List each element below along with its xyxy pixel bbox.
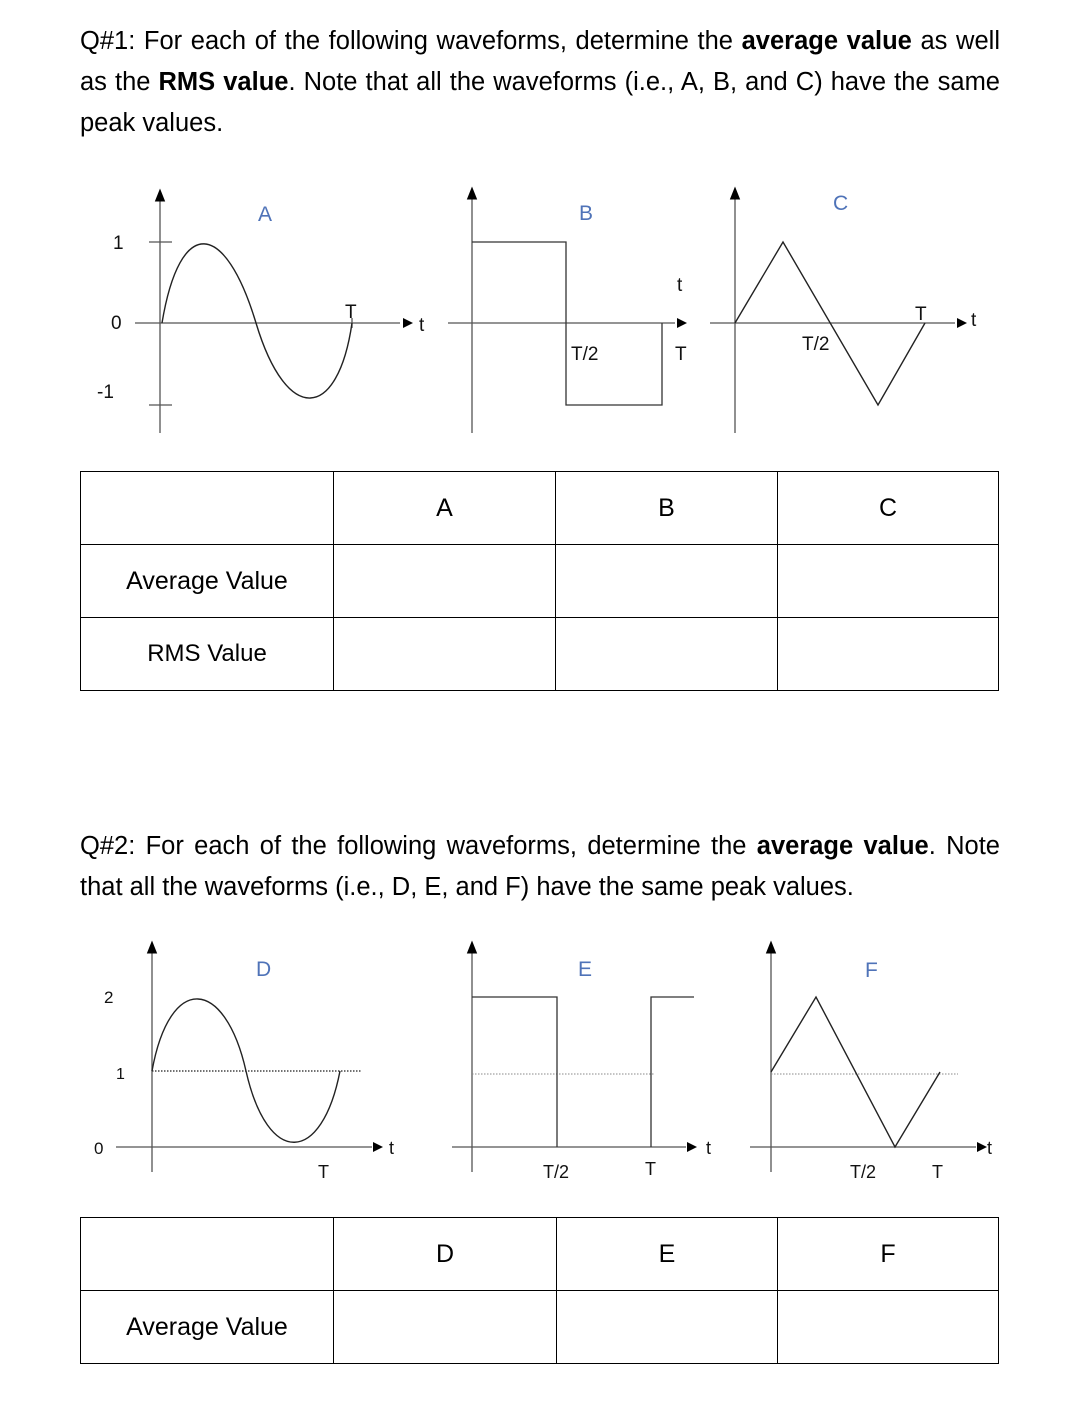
waveform-b-half-label: T/2 <box>571 344 599 365</box>
waveform-c <box>710 192 977 433</box>
waveform-d-axis-label: t <box>389 1138 395 1158</box>
waveform-f-axis-label: t <box>987 1138 993 1158</box>
waveform-e <box>452 947 711 1182</box>
waveform-f-half-label: T/2 <box>850 1162 877 1182</box>
q1-header-row <box>81 472 999 545</box>
waveform-f-offset-triangle-wave <box>771 997 940 1147</box>
q1-rms-a-cell[interactable] <box>334 618 556 691</box>
waveform-f-period-label: T <box>932 1162 943 1182</box>
waveform-a-ytick-0: 0 <box>111 313 122 334</box>
q2-average-f-cell[interactable] <box>778 1291 999 1364</box>
waveform-a-name: A <box>258 203 273 226</box>
waveform-e-axis-label: t <box>706 1138 712 1158</box>
waveform-a-axis-label: t <box>419 315 425 336</box>
waveform-d-period-label: T <box>318 1162 329 1182</box>
waveform-c-half-label: T/2 <box>802 334 830 355</box>
waveform-b-tick-arrow <box>677 318 687 328</box>
waveform-a <box>97 195 425 433</box>
waveform-c-period-label: T <box>915 304 927 325</box>
q2-answer-table <box>80 1217 999 1364</box>
waveform-a-tick-arrow <box>403 318 413 328</box>
q1-header-c: C <box>778 472 999 545</box>
waveform-d-tick-arrow <box>373 1142 383 1152</box>
waveform-e-period-label: T <box>645 1159 656 1179</box>
q1-answer-table <box>80 471 999 691</box>
q1-suffix: . Note that all the waveforms (i.e., A, B, and C) have the same peak values. <box>80 68 1000 137</box>
q1-average-c-cell[interactable] <box>778 545 999 618</box>
waveform-e-half-label: T/2 <box>543 1162 570 1182</box>
q1-average-row <box>81 545 999 618</box>
waveform-b-name: B <box>579 202 594 225</box>
q1-mid: as well as the <box>80 27 1000 96</box>
waveform-a-period-label: T <box>345 302 357 323</box>
q1-average-b-cell[interactable] <box>556 545 778 618</box>
q2-header-e: E <box>557 1218 778 1291</box>
waveform-a-sine-curve <box>162 244 352 398</box>
waveform-c-axis-label: t <box>971 310 977 331</box>
waveform-e-pulse-wave <box>472 997 694 1147</box>
q1-prefix: Q#1: For each of the following waveforms, determine the <box>80 27 742 55</box>
waveform-d <box>94 947 394 1182</box>
waveform-c-tick-arrow <box>957 318 967 328</box>
q2-prompt <box>80 826 1000 908</box>
q1-average-a-cell[interactable] <box>334 545 556 618</box>
waveform-f <box>750 947 992 1182</box>
q2-header-blank <box>81 1218 334 1291</box>
waveform-b <box>448 193 687 433</box>
q1-bold-rms: RMS value <box>158 68 289 96</box>
q1-header-a: A <box>334 472 556 545</box>
q2-bold-average: average value <box>756 832 929 860</box>
q2-header-row <box>81 1218 999 1291</box>
q2-waveform-figures <box>0 930 1080 1190</box>
q1-average-label: Average Value <box>81 545 334 618</box>
waveform-e-name: E <box>578 958 593 981</box>
q1-header-blank <box>81 472 334 545</box>
waveform-d-ytick-0: 0 <box>94 1139 104 1158</box>
waveform-d-name: D <box>256 958 272 981</box>
waveform-d-ytick-1: 1 <box>116 1066 125 1083</box>
q1-rms-b-cell[interactable] <box>556 618 778 691</box>
q1-rms-c-cell[interactable] <box>778 618 999 691</box>
q2-average-label: Average Value <box>81 1291 334 1364</box>
q2-average-d-cell[interactable] <box>334 1291 557 1364</box>
q1-header-b: B <box>556 472 778 545</box>
q1-rms-row <box>81 618 999 691</box>
q2-prefix: Q#2: For each of the following waveforms, determine the <box>80 832 757 860</box>
q1-rms-label: RMS Value <box>81 618 334 691</box>
q1-waveform-figures <box>0 0 1080 460</box>
q2-average-row <box>81 1291 999 1364</box>
waveform-c-name: C <box>833 192 849 215</box>
q2-average-e-cell[interactable] <box>557 1291 778 1364</box>
waveform-e-tick-arrow <box>687 1142 697 1152</box>
waveform-a-ytick-neg1: -1 <box>97 382 114 403</box>
q2-header-f: F <box>778 1218 999 1291</box>
waveform-b-axis-label: t <box>677 275 683 296</box>
waveform-b-period-label: T <box>675 344 687 365</box>
waveform-d-ytick-2: 2 <box>104 988 114 1007</box>
q2-suffix: . Note that all the waveforms (i.e., D, E, and F) have the same peak values. <box>80 832 1000 901</box>
q1-bold-average: average value <box>741 27 912 55</box>
waveform-f-tick-arrow <box>977 1142 987 1152</box>
waveform-f-name: F <box>865 959 878 982</box>
waveform-a-ytick-1: 1 <box>113 233 124 254</box>
q2-header-d: D <box>334 1218 557 1291</box>
